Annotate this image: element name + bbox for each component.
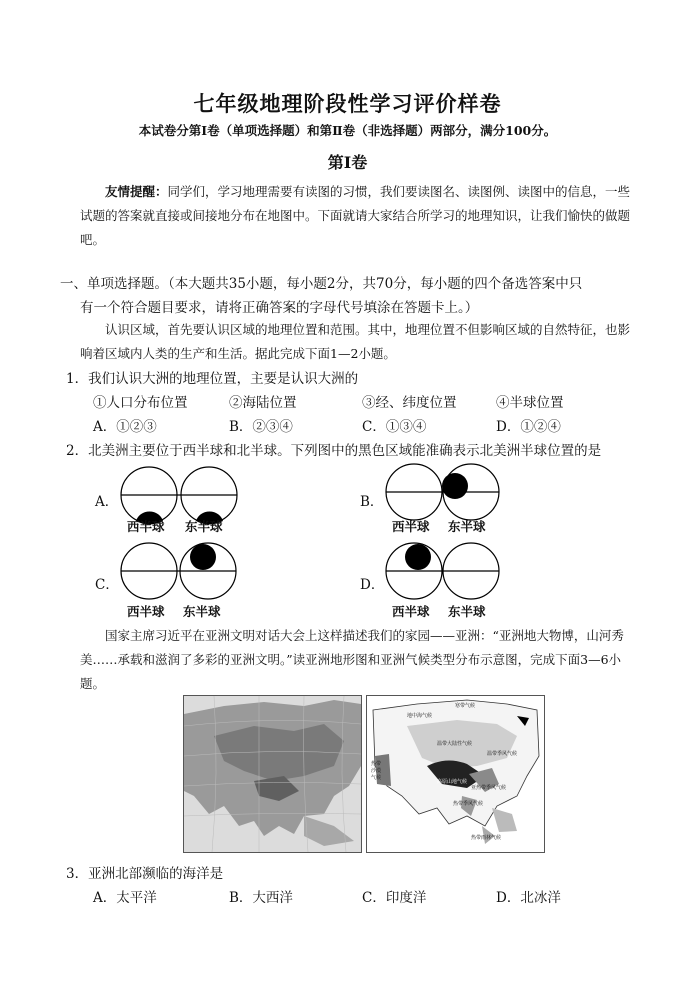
q1-stem: 1．我们认识大洲的地理位置，主要是认识大洲的 — [66, 371, 359, 387]
east-hemisphere-label: 东半球 — [448, 604, 486, 619]
q3-stem: 3．亚洲北部濒临的海洋是 — [66, 866, 224, 882]
black-region — [405, 544, 431, 570]
tip-paragraph — [80, 180, 640, 252]
q2-option-a-globes[interactable] — [120, 467, 242, 523]
map-legend-1: 地中海气候 — [407, 713, 433, 719]
q1-item-3: ③经、纬度位置 — [362, 395, 457, 411]
q2-option-a-letter[interactable]: A． — [95, 494, 119, 510]
q3-option-d[interactable]: D．北冰洋 — [496, 890, 561, 906]
q1-option-d[interactable]: D．①②④ — [496, 419, 561, 435]
q2-option-c-letter[interactable]: C． — [95, 577, 119, 593]
asia-climate-map — [366, 695, 545, 853]
q2-option-b-letter[interactable]: B． — [360, 494, 384, 510]
map-legend-2: 温带大陆性气候 — [437, 741, 473, 747]
q1-option-a[interactable]: A．①②③ — [93, 419, 157, 435]
west-hemisphere-label: 西半球 — [392, 519, 430, 534]
asia-terrain-map — [183, 695, 362, 853]
q1-item-4: ④半球位置 — [496, 395, 564, 411]
q3-option-c[interactable]: C．印度洋 — [362, 890, 427, 906]
q2-option-d-letter[interactable]: D． — [360, 577, 385, 593]
black-region — [442, 473, 468, 499]
q2-option-c-globes[interactable] — [120, 542, 240, 600]
west-hemisphere-label: 西半球 — [127, 604, 165, 619]
west-hemisphere-label: 西半球 — [127, 519, 165, 534]
map-legend-6: 亚热带季风气候 — [471, 785, 507, 791]
page-subtitle: 本试卷分第Ⅰ卷（单项选择题）和第Ⅱ卷（非选择题）两部分，满分100分。 — [138, 123, 557, 138]
q1-item-2: ②海陆位置 — [229, 395, 297, 411]
east-hemisphere-label: 东半球 — [448, 519, 486, 534]
east-hemisphere-label: 东半球 — [185, 519, 223, 534]
tip-label: 友情提醒： — [105, 184, 168, 199]
page-title: 七年级地理阶段性学习评价样卷 — [193, 91, 502, 116]
map-legend-4: 热带沙漠气候 — [371, 761, 382, 781]
q1-option-b[interactable]: B．②③④ — [229, 419, 293, 435]
map-legend-8: 热带雨林气候 — [471, 835, 502, 841]
q2-option-d-globes[interactable] — [385, 542, 501, 600]
part1-heading-cont: 有一个符合题目要求，请将正确答案的字母代号填涂在答题卡上。） — [80, 300, 479, 316]
q3-option-a[interactable]: A．太平洋 — [93, 890, 157, 906]
q2-stem: 2．北美洲主要位于西半球和北半球。下列图中的黑色区域能准确表示北美洲半球位置的是 — [66, 443, 602, 459]
part1-intro: 认识区域，首先要认识区域的地理位置和范围。其中，地理位置不但影响区域的自然特征，也影响着区域内人类的生产和生活。据此完成下面1—2小题。 — [80, 322, 631, 361]
map-legend-3: 温带季风气候 — [487, 751, 518, 757]
map-legend-7: 热带季风气候 — [453, 801, 484, 807]
map-legend-0: 寒带气候 — [455, 703, 476, 709]
q3-option-b[interactable]: B．大西洋 — [229, 890, 293, 906]
q1-option-c[interactable]: C．①③④ — [362, 419, 427, 435]
passage-paragraph: 国家主席习近平在亚洲文明对话大会上这样描述我们的家园——亚洲：“亚洲地大物博，山河秀美……承载和滋润了多彩的亚洲文明。”读亚洲地形图和亚洲气候类型分布示意图，完成下面3—6小题。 — [80, 628, 624, 691]
map-legend-5: 高原山地气候 — [437, 779, 468, 785]
east-hemisphere-label: 东半球 — [183, 604, 221, 619]
tip-text: 同学们，学习地理需要有读图的习惯，我们要读图名、读图例、读图中的信息，一些试题的答案就直接或间接地分布在地图中。下面就请大家结合所学习的地理知识，让我们愉快的做题吧。 — [80, 184, 631, 247]
section-heading: 第Ⅰ卷 — [327, 153, 368, 172]
q2-option-b-globes[interactable] — [385, 463, 501, 521]
q1-item-1: ①人口分布位置 — [93, 395, 188, 411]
part1-heading: 一、单项选择题。（本大题共35小题，每小题2分，共70分，每小题的四个备选答案中只 — [60, 276, 583, 292]
black-region — [190, 544, 216, 570]
west-hemisphere-label: 西半球 — [392, 604, 430, 619]
